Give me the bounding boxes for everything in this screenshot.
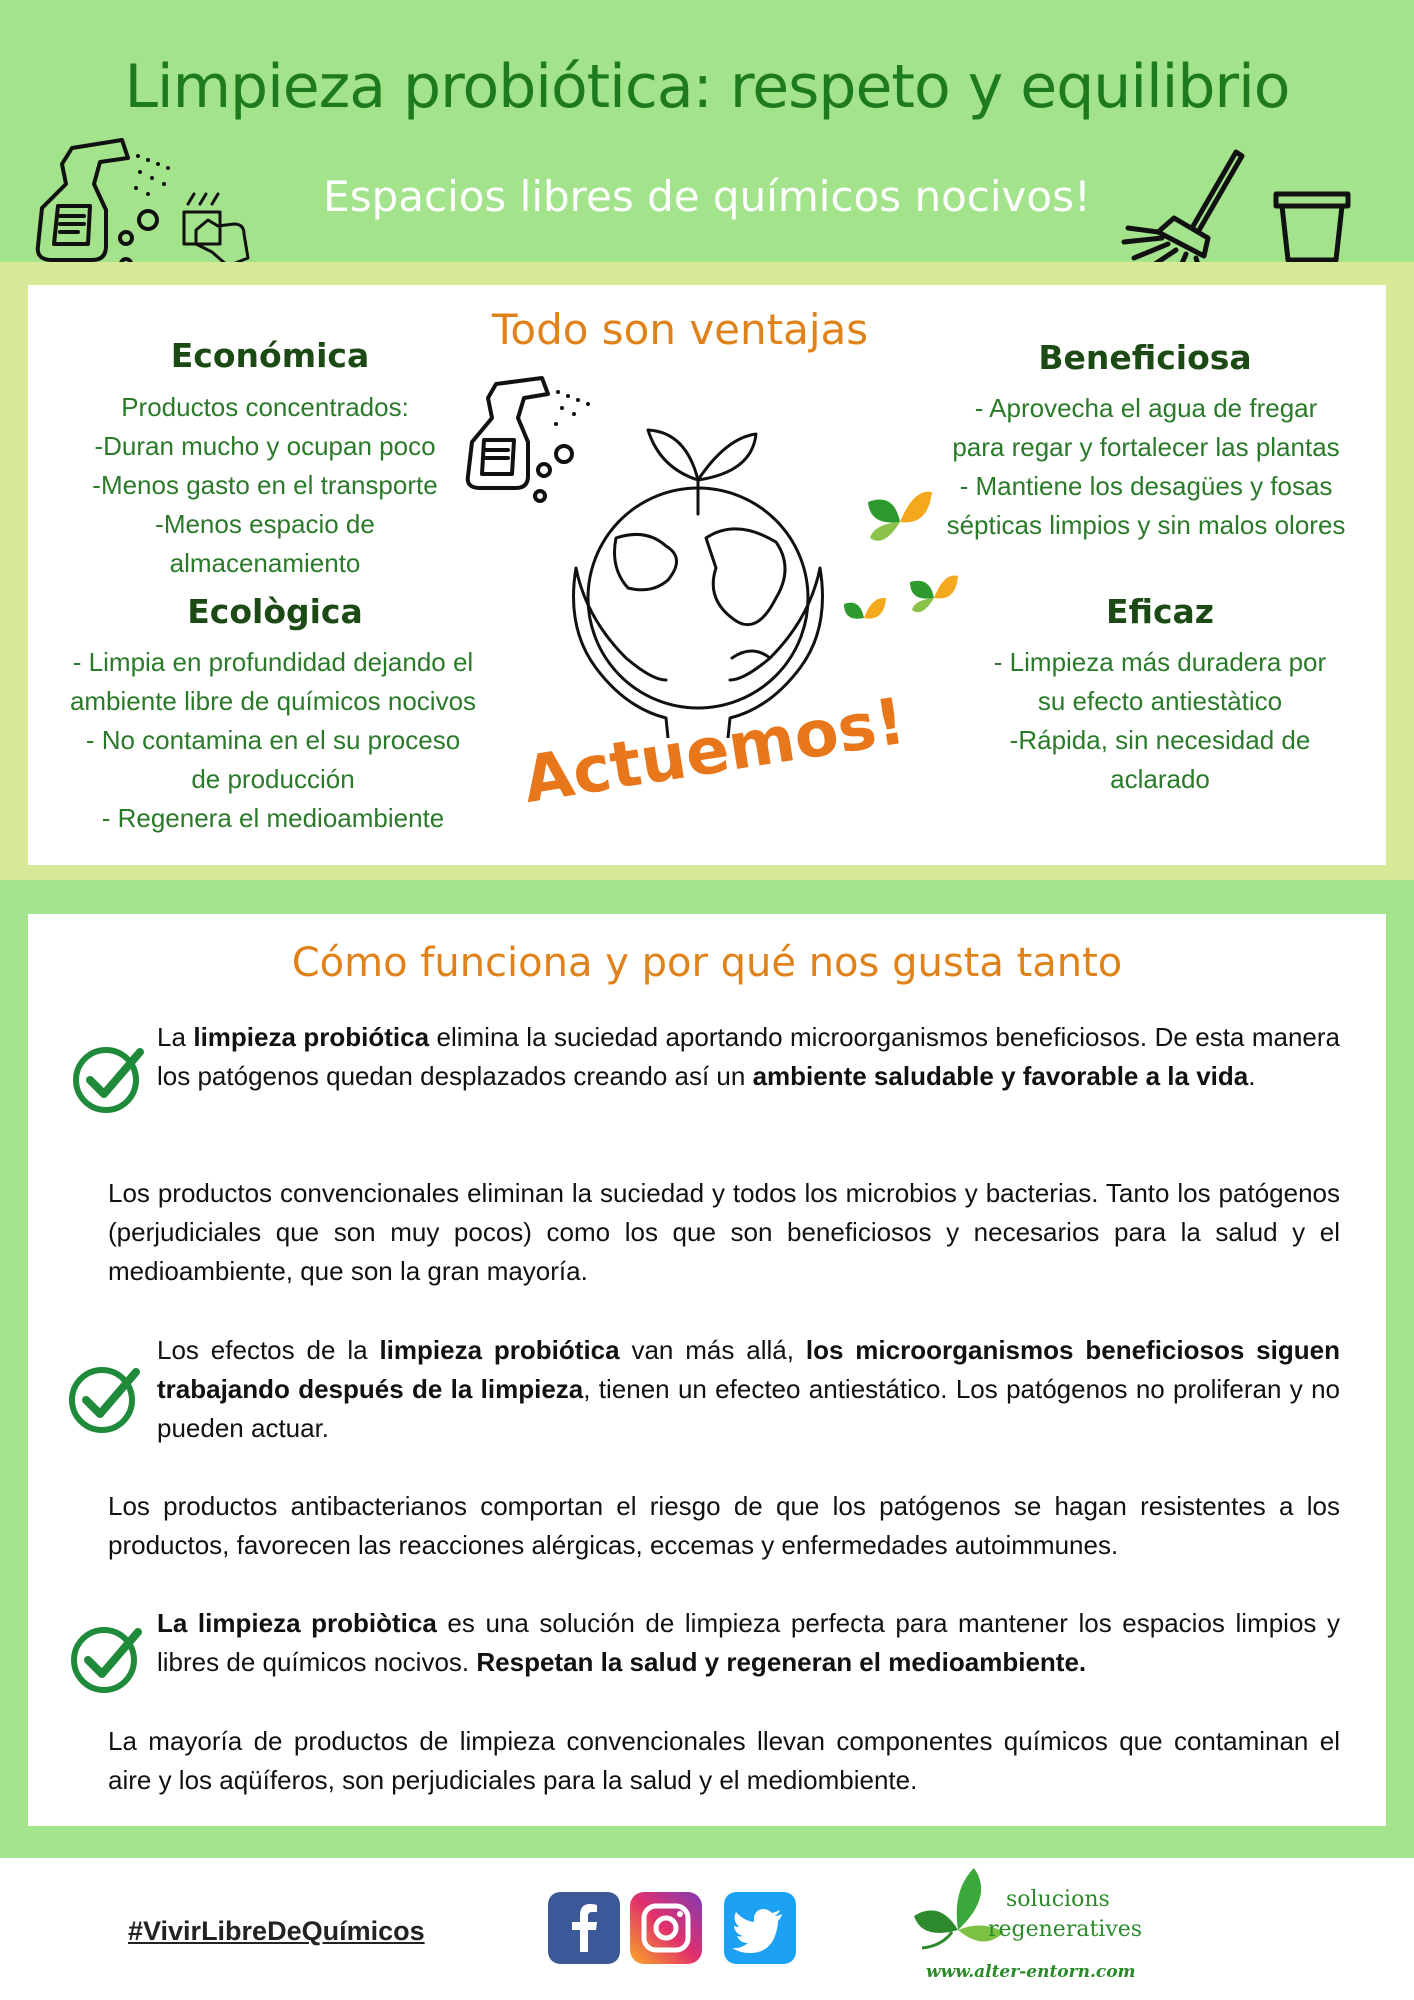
butterfly-icon (906, 568, 962, 620)
how-it-works-title: Cómo funciona y por qué nos gusta tanto (291, 940, 1123, 986)
economica-text: Productos concentrados: -Duran mucho y ocupan poco -Menos gasto en el transporte -Menos espacio de almacenamiento (92, 392, 438, 578)
bucket-icon (1272, 186, 1352, 266)
page-subtitle: Espacios libres de químicos nocivos! (323, 172, 1091, 221)
paragraph-6: La mayoría de productos de limpieza convencionales llevan componentes químicos que contaminan el aire y los aqüíferos, son perjudiciales para la salud y el mediombiente. (108, 1726, 1340, 1795)
butterfly-icon (840, 592, 890, 636)
check-icon (66, 1360, 142, 1436)
brand-name-line1: solucions (1006, 1887, 1110, 1912)
butterfly-icon (864, 482, 936, 552)
hand-wiping-icon (178, 190, 258, 270)
paragraph-2: Los productos convencionales eliminan la suciedad y todos los microbios y bacterias. Tanto los patógenos (perjudiciales que son muy pocos) como los que son beneficiosos y necesarios para la salud y el medioambiente, que son la gran mayoría. (108, 1178, 1340, 1286)
advantages-heading: Todo son ventajas (491, 305, 869, 354)
eficaz-text: - Limpieza más duradera por su efecto antiestàtico -Rápida, sin necesidad de aclarado (993, 647, 1327, 794)
check-icon (68, 1620, 144, 1696)
economica-title: Económica (170, 336, 370, 375)
paragraph-5: La limpieza probiòtica es una solución de limpieza perfecta para mantener los espacios limpios y libres de químicos nocivos. Respetan la salud y regeneran el medioambiente. (157, 1608, 1340, 1677)
beneficiosa-text: - Aprovecha el agua de fregar para regar y fortalecer las plantas - Mantiene los desagües y fosas sépticas limpios y sin malos olores (946, 393, 1346, 540)
call-to-action: Actuemos! (518, 684, 911, 818)
spray-bottle-icon (22, 128, 182, 278)
facebook-icon[interactable] (548, 1892, 620, 1964)
hashtag-link[interactable]: #VivirLibreDeQuímicos (128, 1916, 425, 1946)
check-icon (70, 1040, 146, 1116)
paragraph-1: La limpieza probiótica elimina la suciedad aportando microorganismos beneficiosos. De esta manera los patógenos quedan desplazados creando así un ambiente saludable y favorable a la vida. (157, 1022, 1340, 1091)
twitter-icon[interactable] (724, 1892, 796, 1964)
page-title: Limpieza probiótica: respeto y equilibrio (124, 52, 1290, 122)
brand-url-link[interactable]: www.alter-entorn.com (926, 1962, 1136, 1982)
ecologica-title: Ecològica (187, 592, 363, 631)
beneficiosa-title: Beneficiosa (1038, 338, 1252, 377)
brand-name-line2: regeneratives (988, 1917, 1143, 1942)
paragraph-3: Los efectos de la limpieza probiótica van más allá, los microorganismos beneficiosos siguen trabajando después de la limpieza, tienen un efecteo antiestático. Los patógenos no proliferan y no pueden actuar. (157, 1335, 1340, 1443)
instagram-icon[interactable] (630, 1892, 702, 1964)
leaf-logo-icon (912, 1860, 1006, 1958)
globe-in-hands-icon (556, 418, 846, 738)
paragraph-4: Los productos antibacterianos comportan el riesgo de que los patógenos se hagan resistentes a los productos, favorecen las reacciones alérgicas, eccemas y enfermedades autoimmunes. (108, 1491, 1340, 1560)
ecologica-text: - Limpia en profundidad dejando el ambiente libre de químicos nocivos - No contamina en el su proceso de producción - Regenera el medioambiente (69, 647, 477, 833)
eficaz-title: Eficaz (1105, 592, 1215, 631)
